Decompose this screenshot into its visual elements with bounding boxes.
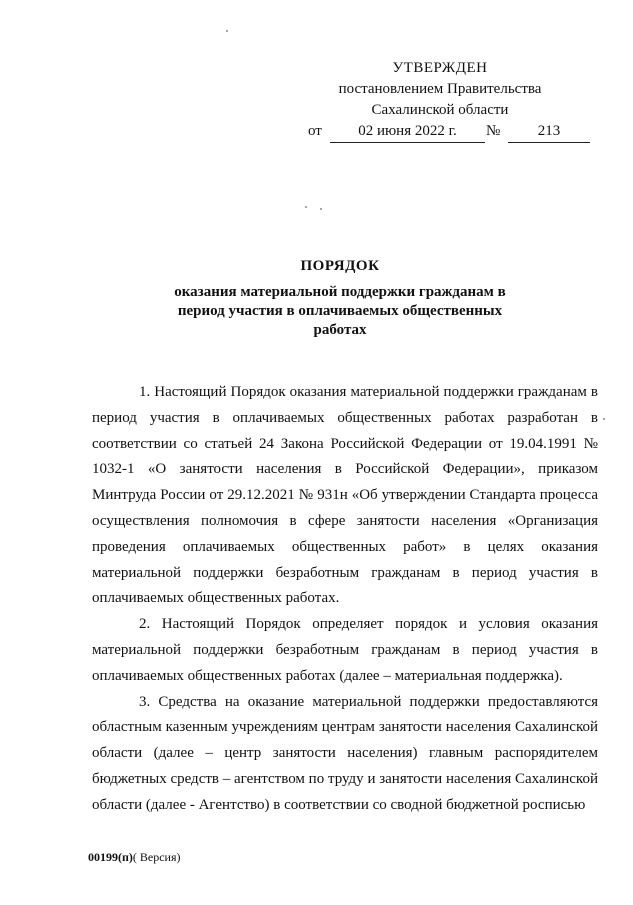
footer-version-code [88, 850, 181, 865]
document-code: 00199(п) [88, 850, 133, 864]
number-prefix: № [486, 123, 501, 139]
approval-date-row [308, 123, 598, 147]
approval-date: 02 июня 2022 г. [330, 123, 485, 143]
paragraph-1: 1. Настоящий Порядок оказания материальной поддержки гражданам в период участия в оплачиваемых общественных работах разработан в соответствии со статьей 24 Закона Российской Федерации от 19.04.1991 № 1032-1 «О занятости населения в Российской Федерации», приказом Минтруда России от 29.12.2021 № 931н «Об утверждении Стандарта процесса осуществления полномочия в сфере занятости населения «Организация проведения оплачиваемых общественных работ» в целях оказания материальной поддержки безработным гражданам в период участия в оплачиваемых общественных работах. [92, 384, 598, 607]
scan-speck [305, 206, 307, 208]
version-label: ( Версия) [132, 850, 181, 864]
approval-number: 213 [508, 123, 590, 143]
scan-speck [320, 208, 322, 210]
approval-block [300, 58, 600, 121]
paragraph-3: 3. Средства на оказание материальной поддержки предоставляются областным казенным учреждениям центрам занятости населения Сахалинской области (далее – центр занятости населения) главным распорядителем бюджетных средств – агентством по труду и занятости населения Сахалинской области (далее - Агентство) в соответствии со сводной бюджетной росписью [92, 693, 598, 813]
document-body [92, 380, 598, 819]
approval-line-1: постановлением Правительства [338, 81, 542, 97]
date-prefix: от [308, 123, 322, 139]
scan-speck [226, 30, 228, 32]
document-title: ПОРЯДОК [300, 258, 380, 274]
scan-speck [603, 418, 605, 420]
approved-label: УТВЕРЖДЕН [392, 60, 488, 76]
approval-line-2: Сахалинской области [371, 102, 509, 118]
document-subtitle: оказания материальной поддержки гражданам в период участия в оплачиваемых общественных работах [174, 284, 506, 338]
paragraph-2: 2. Настоящий Порядок определяет порядок и условия оказания материальной поддержки безработным гражданам в период участия в оплачиваемых общественных работах (далее – материальная поддержка). [92, 616, 598, 684]
